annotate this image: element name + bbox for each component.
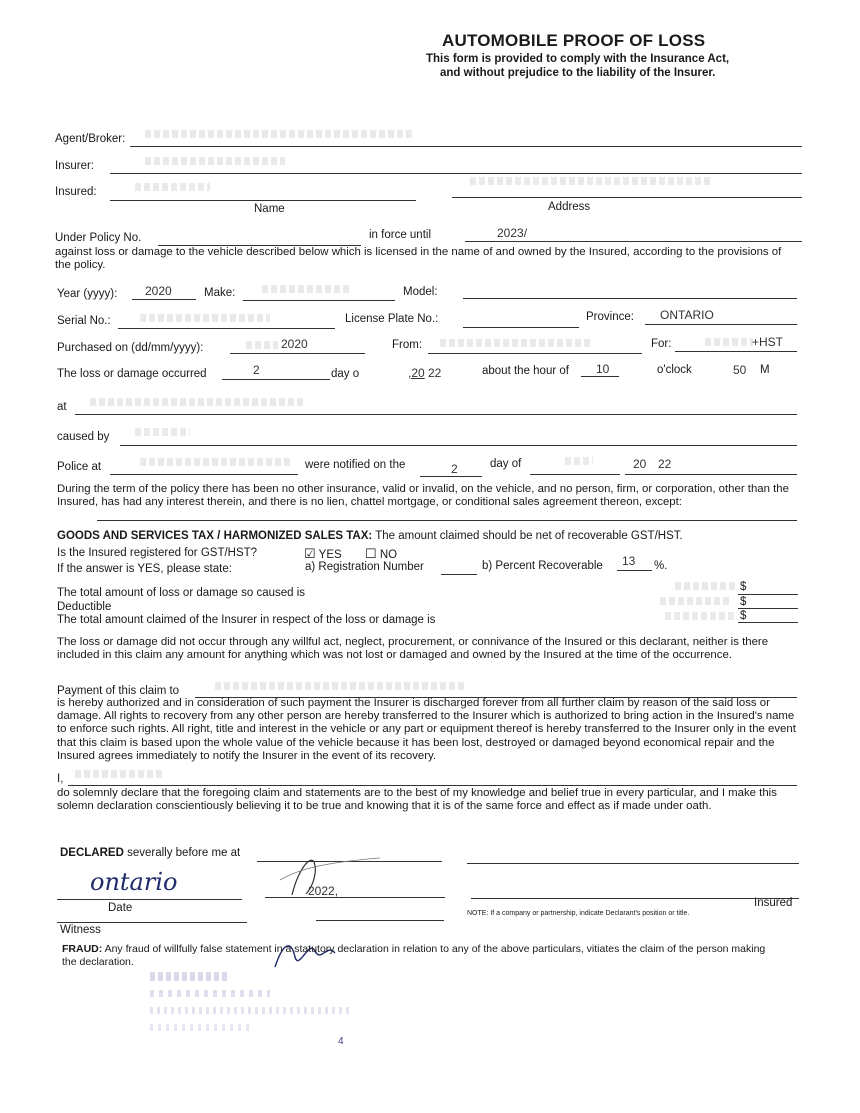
from-label: From: xyxy=(392,339,423,351)
oclock-label: o'clock xyxy=(657,364,692,376)
form-subtitle-2: and without prejudice to the liability of the Insurer. xyxy=(440,67,716,79)
in-force-line xyxy=(465,241,802,242)
make-line xyxy=(243,300,395,301)
in-force-label: in force until xyxy=(369,229,432,241)
signature-mark xyxy=(270,850,390,900)
deductible-dollar: $ xyxy=(740,596,747,608)
form-subtitle-1: This form is provided to comply with the Insurance Act, xyxy=(426,53,730,65)
willful-paragraph: The loss or damage did not occur through any willful act, neglect, procurement, or connivance of the Insured or this declarant, neither is there included in this claim any amount for anything which was not lost or damaged and owned by the Insured at the time of the occurrence. xyxy=(57,636,769,662)
gst-yes-option[interactable] xyxy=(304,546,342,562)
fraud-label: FRAUD: xyxy=(62,943,103,955)
insurer-label: Insurer: xyxy=(55,160,94,172)
year-line xyxy=(132,299,196,300)
fraud-text: Any fraud of willfully false statement in a statutory declaration in relation to any of the above particulars, vitiates the claim of the person making the declaration. xyxy=(62,943,766,968)
for-suffix-value: +HST xyxy=(752,335,784,349)
payment-redacted xyxy=(215,682,465,690)
total-loss-line xyxy=(738,594,798,595)
hour-value: 10 xyxy=(596,362,610,376)
gst-if-yes-label: If the answer is YES, please state: xyxy=(57,563,232,575)
occurred-year-a: ,20 xyxy=(408,366,425,380)
stamp-line-2 xyxy=(150,990,270,997)
declared-label: DECLARED xyxy=(60,847,124,859)
witness-right-line xyxy=(316,920,444,921)
plate-line xyxy=(463,327,579,328)
province-label: Province: xyxy=(586,311,634,323)
insurer-line xyxy=(110,173,802,174)
payment-label: Payment of this claim to xyxy=(57,685,180,697)
deductible-label: Deductible xyxy=(57,601,112,613)
for-line xyxy=(675,351,797,352)
total-claimed-redacted xyxy=(665,612,735,620)
make-label: Make: xyxy=(204,287,236,299)
declared-sig-line xyxy=(467,863,799,864)
serial-redacted xyxy=(140,314,270,322)
registration-number-line xyxy=(441,574,477,575)
insured-name-redacted xyxy=(135,183,210,191)
occurred-label: The loss or damage occurred xyxy=(57,368,207,380)
insurer-redacted xyxy=(145,157,285,165)
notified-year-line xyxy=(625,474,797,475)
agent-line xyxy=(130,146,802,147)
notified-day-value: 2 xyxy=(451,462,458,476)
declared-place-handwritten: ontario xyxy=(90,868,178,896)
occurred-year-b: 22 xyxy=(428,366,442,380)
witness-left-line xyxy=(57,922,247,923)
total-loss-redacted xyxy=(675,582,735,590)
for-label: For: xyxy=(651,338,672,350)
notified-month-line xyxy=(530,474,620,475)
insured-address-line xyxy=(452,197,802,198)
in-force-value: 2023/ xyxy=(497,226,528,240)
total-loss-dollar: $ xyxy=(740,581,747,593)
gst-no-option[interactable] xyxy=(365,546,397,562)
name-caption: Name xyxy=(254,203,285,215)
year-label: Year (yyyy): xyxy=(57,288,118,300)
meridiem-value: M xyxy=(760,364,770,376)
day-of-label: day o xyxy=(331,368,360,380)
deductible-line xyxy=(738,608,798,609)
percent-recoverable-label: b) Percent Recoverable xyxy=(482,560,603,572)
purchased-line xyxy=(230,353,365,354)
checkbox-checked-icon[interactable]: ☑ xyxy=(304,546,316,561)
gst-yes-label: YES xyxy=(318,549,342,561)
purchased-year-value: 2020 xyxy=(281,337,308,351)
except-line xyxy=(97,520,797,521)
registration-number-label: a) Registration Number xyxy=(305,561,424,573)
at-line xyxy=(75,414,797,415)
witness-caption: Witness xyxy=(60,924,101,936)
gst-question: Is the Insured registered for GST/HST? xyxy=(57,547,258,559)
for-redacted xyxy=(705,338,753,346)
deductible-redacted xyxy=(660,597,730,605)
total-loss-label: The total amount of loss or damage so caused is xyxy=(57,587,306,599)
notified-label: were notified on the xyxy=(305,459,406,471)
occurred-day-value: 2 xyxy=(253,363,260,377)
checkbox-empty-icon[interactable]: ☐ xyxy=(365,546,377,561)
insured-sig-line xyxy=(471,898,799,899)
at-redacted xyxy=(90,398,305,406)
policy-label: Under Policy No. xyxy=(55,232,142,244)
police-redacted xyxy=(140,458,290,466)
total-claimed-line xyxy=(738,622,798,623)
declarant-prefix: I, xyxy=(57,773,64,785)
from-line xyxy=(428,353,642,354)
notified-year-a: 20 xyxy=(633,457,647,471)
term-paragraph: During the term of the policy there has been no other insurance, valid or invalid, on the vehicle, and no person, firm, or corporation, other than the Insured, has had any interest therein, and there is no lien, chattel mortgage, or conditional sales agreement thereon, except: xyxy=(57,483,789,509)
from-redacted xyxy=(440,339,590,347)
make-redacted xyxy=(262,285,352,293)
insured-sig-caption: Insured xyxy=(754,897,793,909)
declarant-line xyxy=(68,785,797,786)
note-text: NOTE: If a company or partnership, indicate Declarant's position or title. xyxy=(467,910,690,917)
date-left-line xyxy=(57,899,242,900)
address-caption: Address xyxy=(548,201,591,213)
year-value: 2020 xyxy=(145,284,172,298)
page-number: 4 xyxy=(338,1036,344,1047)
notified-month-redacted xyxy=(565,457,593,465)
notified-day-line xyxy=(420,476,482,477)
declared-row xyxy=(60,847,240,859)
caused-by-redacted xyxy=(135,428,190,436)
gst-no-label: NO xyxy=(379,549,398,561)
gst-heading-row xyxy=(57,530,683,542)
serial-line xyxy=(118,328,335,329)
agent-label: Agent/Broker: xyxy=(55,133,126,145)
at-label: at xyxy=(57,401,67,413)
notified-year-b: 22 xyxy=(658,457,672,471)
signature-flourish xyxy=(280,858,380,880)
hereby-paragraph: is hereby authorized and in consideration of such payment the Insurer is discharged forever from all further claim by reason of the said loss or damage. All rights to recovery from any other person are hereby transferred to the Insurer which is authorized to bring action in the Insured's name to enforce such rights. All right, title and interest in the vehicle or any part or equipment thereof is hereby transferred to the Insurer only in the event that this claim is based upon the whole value of the vehicle because it has been lost, destroyed or damaged beyond economical repair and the Insured agrees immediately to notify the Insurer in the event of its recovery. xyxy=(57,697,796,762)
stamp-line-3 xyxy=(150,1007,350,1014)
declared-year-value: 2022, xyxy=(308,884,339,898)
declarant-redacted xyxy=(75,770,165,778)
against-paragraph: against loss or damage to the vehicle described below which is licensed in the name of and owned by the Insured, according to the provisions of the policy. xyxy=(55,246,782,272)
model-label: Model: xyxy=(403,286,438,298)
insured-label: Insured: xyxy=(55,186,97,198)
percent-symbol: %. xyxy=(654,560,668,572)
hour-line xyxy=(581,376,619,377)
about-hour-label: about the hour of xyxy=(482,365,569,377)
notified-day-of-label: day of xyxy=(490,458,522,470)
purchased-date-redacted xyxy=(246,341,278,349)
purchased-label: Purchased on (dd/mm/yyyy): xyxy=(57,342,204,354)
province-value: ONTARIO xyxy=(660,308,714,322)
stamp-line-1 xyxy=(150,972,230,981)
serial-label: Serial No.: xyxy=(57,315,111,327)
notary-stamp xyxy=(150,970,360,1040)
gst-note: The amount claimed should be net of recoverable GST/HST. xyxy=(375,530,683,542)
minutes-value: 50 xyxy=(733,363,747,377)
declared-rest: severally before me at xyxy=(127,847,241,859)
plate-label: License Plate No.: xyxy=(345,313,439,325)
percent-recoverable-line xyxy=(617,570,652,571)
model-line xyxy=(463,298,797,299)
stamp-line-4 xyxy=(150,1024,250,1031)
police-line xyxy=(110,474,298,475)
declare-paragraph: do solemnly declare that the foregoing claim and statements are to the best of my knowledge and belief true in every particular, and I make this solemn declaration conscientiously believing it to be true and knowing that it is of the same force and effect as if made under oath. xyxy=(57,787,777,813)
form-title: AUTOMOBILE PROOF OF LOSS xyxy=(442,31,706,50)
fraud-paragraph xyxy=(62,943,772,968)
province-line xyxy=(645,324,797,325)
date-caption: Date xyxy=(108,902,133,914)
agent-redacted xyxy=(145,130,415,138)
insured-address-redacted xyxy=(470,177,710,185)
insured-name-line xyxy=(110,200,416,201)
police-label: Police at xyxy=(57,461,102,473)
gst-heading: GOODS AND SERVICES TAX / HARMONIZED SALES TAX: xyxy=(57,530,373,542)
occurred-day-line xyxy=(222,379,330,380)
signature-stroke xyxy=(292,860,315,895)
caused-by-label: caused by xyxy=(57,431,110,443)
caused-by-line xyxy=(120,445,797,446)
total-claimed-dollar: $ xyxy=(740,610,747,622)
total-claimed-label: The total amount claimed of the Insurer in respect of the loss or damage is xyxy=(57,614,436,626)
percent-recoverable-value: 13 xyxy=(622,554,636,568)
